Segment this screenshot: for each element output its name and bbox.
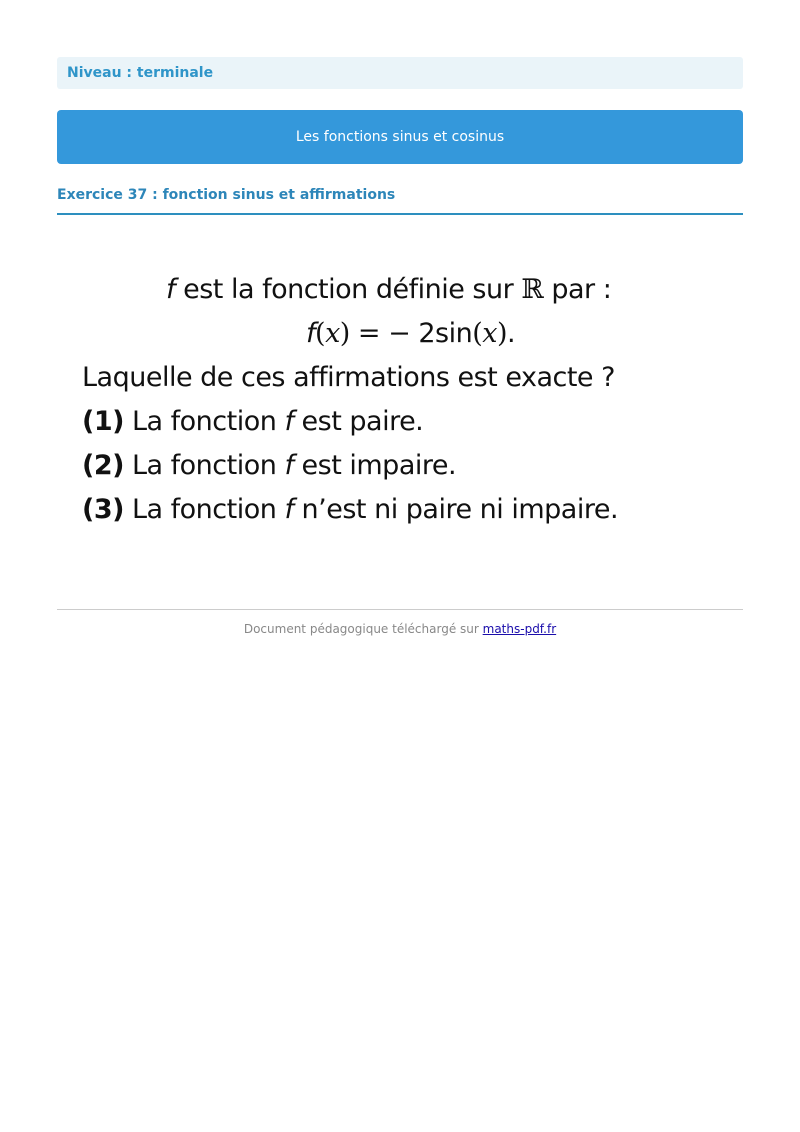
formula-coef: 2sin [418,318,473,349]
exercise-heading [57,185,743,215]
formula-end: . [507,318,516,349]
intro-end: par : [543,274,612,305]
option-pre: La fonction [131,406,285,437]
option-post: n’est ni paire ni impaire. [293,494,619,525]
option-pre: La fonction [131,494,285,525]
statement-formula [82,312,722,356]
intro-text: est la fonction définie sur [175,274,522,305]
option-f: f [284,406,294,437]
footer-text: Document pédagogique téléchargé sur [243,622,483,636]
question-text: Laquelle de ces affirmations est exacte ? [82,362,615,393]
option-pre: La fonction [131,450,285,481]
option-number: (2) [82,450,124,481]
formula-paren-open-2: ( [472,318,483,349]
footer [57,622,743,636]
footer-divider [57,609,743,610]
chapter-title: Les fonctions sinus et cosinus [295,129,505,145]
footer-site-link[interactable]: maths-pdf.fr [482,622,557,636]
chapter-title-banner [57,110,743,164]
formula-f: f [306,318,316,349]
exercise-title: Exercice 37 : fonction sinus et affirmations [57,187,396,203]
statement-intro [82,268,722,312]
option-f: f [284,450,294,481]
formula-x: x [325,318,340,349]
formula-paren-close: ) [339,318,350,349]
level-label: Niveau : terminale [67,65,214,81]
option-2 [82,444,722,488]
formula-paren-close-2: ) [496,318,508,349]
real-set-symbol: ℝ [521,274,544,305]
option-f: f [284,494,294,525]
formula-x-2: x [482,318,497,349]
level-bar [57,57,743,89]
option-number: (3) [82,494,124,525]
exercise-statement [82,268,722,532]
option-post: est paire. [293,406,424,437]
formula-paren-open: ( [315,318,326,349]
option-number: (1) [82,406,124,437]
option-post: est impaire. [293,450,457,481]
option-1 [82,400,722,444]
formula-equals: = − [349,318,419,349]
statement-question [82,356,722,400]
option-3 [82,488,722,532]
function-name: f [166,274,176,305]
